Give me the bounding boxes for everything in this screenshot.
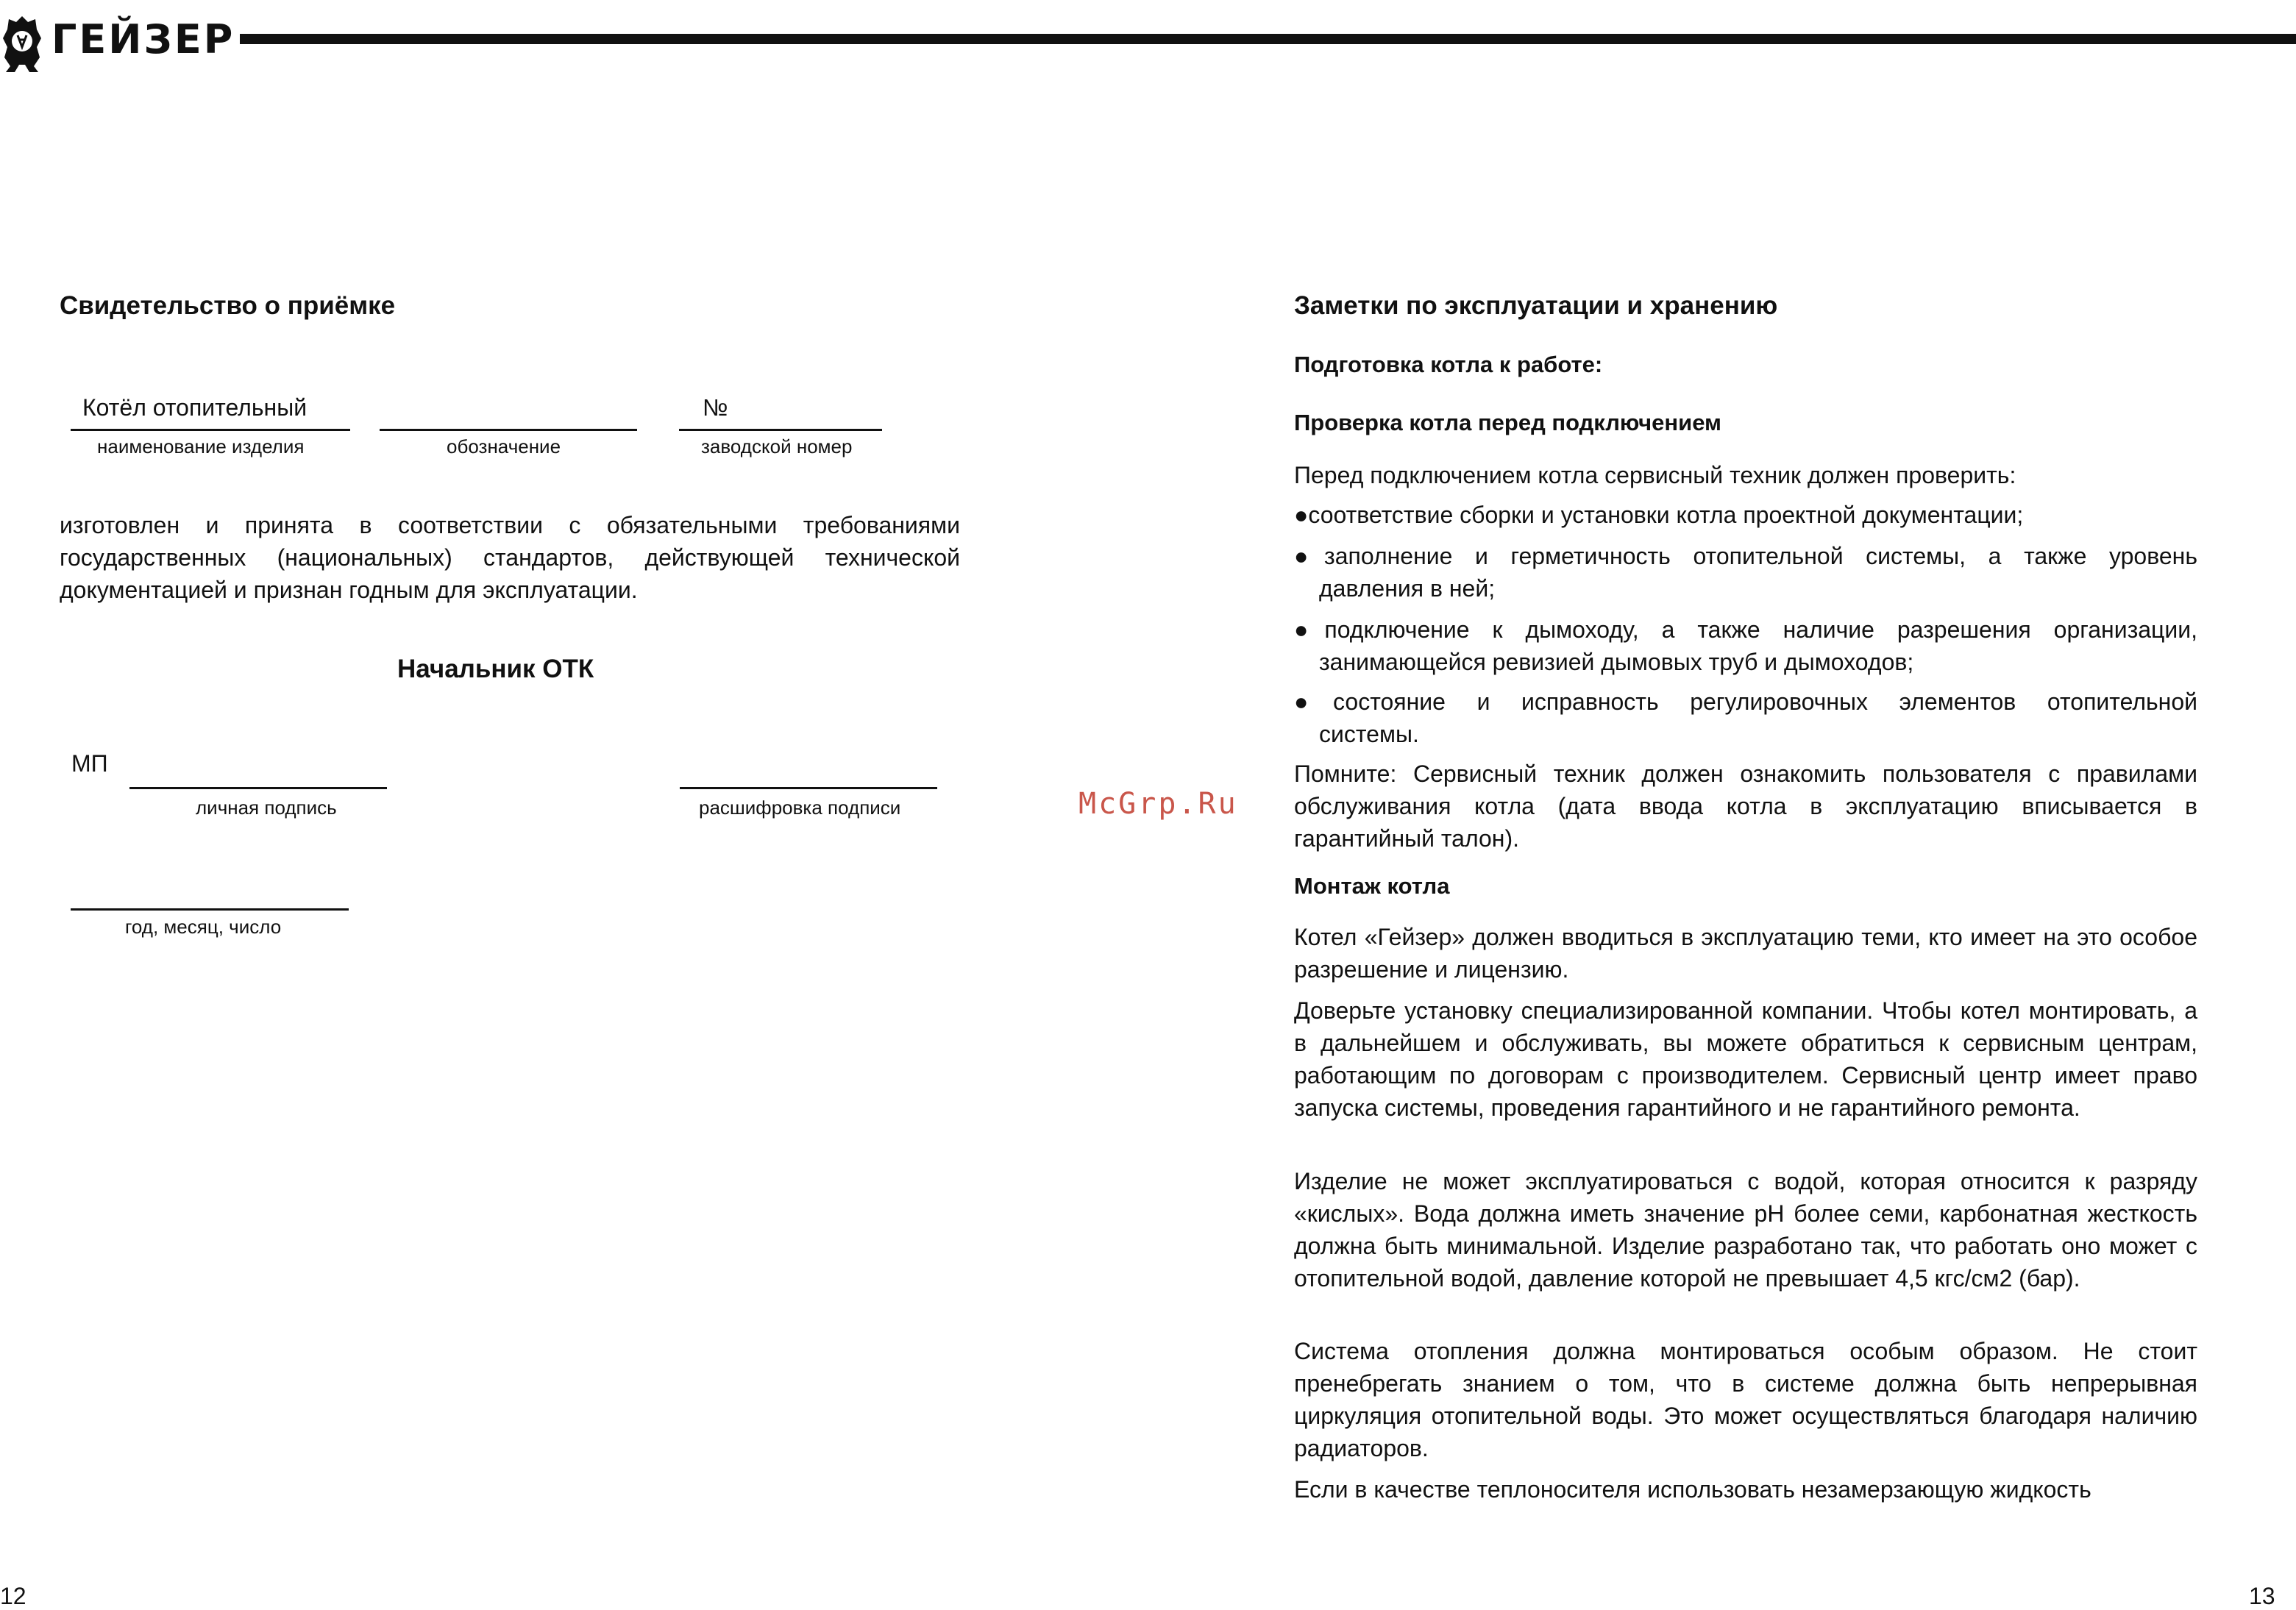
checklist-item-text: ●заполнение и герметичность отопительной системы, а также уровень bbox=[1294, 543, 2197, 569]
checklist-item bbox=[1294, 685, 2197, 750]
mounting-paragraph bbox=[1294, 994, 2197, 1124]
product-name-value: Котёл отопительный bbox=[82, 394, 308, 421]
section-subtitle-check: Проверка котла перед подключением bbox=[1294, 410, 1721, 435]
checklist-item-continuation: системы. bbox=[1319, 721, 1419, 747]
otk-head-title: Начальник ОТК bbox=[397, 655, 594, 683]
designation-label: обозначение bbox=[447, 435, 561, 457]
logo-text: ГЕЙЗЕР bbox=[51, 16, 235, 63]
section-subtitle-mounting: Монтаж котла bbox=[1294, 873, 1450, 899]
signature-transcript-line bbox=[680, 787, 937, 789]
personal-signature-label: личная подпись bbox=[196, 797, 337, 819]
checklist-item-text: ●соответствие сборки и установки котла проектной документации; bbox=[1294, 502, 2024, 528]
stamp-label: МП bbox=[71, 750, 108, 777]
check-intro-text: Перед подключением котла сервисный техник должен проверить: bbox=[1294, 462, 2016, 488]
mounting-paragraph bbox=[1294, 1335, 2197, 1464]
serial-number-sign: № bbox=[703, 394, 728, 421]
page-number-right: 13 bbox=[2249, 1583, 2275, 1609]
header-rule bbox=[240, 34, 2296, 44]
right-page-title: Заметки по эксплуатации и хранению bbox=[1294, 291, 1778, 320]
date-label: год, месяц, число bbox=[125, 916, 282, 938]
checklist-item-text: ●состояние и исправность регулировочных элементов отопительной bbox=[1294, 688, 2197, 715]
acceptance-text bbox=[60, 509, 960, 606]
left-page-title: Свидетельство о приёмке bbox=[60, 291, 396, 320]
product-name-line bbox=[71, 429, 350, 431]
acceptance-text-line: документацией и признан годным для эксплуатации. bbox=[60, 577, 638, 603]
page-number-left: 12 bbox=[0, 1583, 26, 1609]
mounting-paragraph bbox=[1294, 921, 2197, 986]
acceptance-text-line: государственных (национальных) стандартов, действующей технической bbox=[60, 544, 960, 571]
mounting-paragraph bbox=[1294, 1473, 2197, 1506]
paragraph-text: Если в качестве теплоносителя использовать незамерзающую жидкость bbox=[1294, 1476, 2091, 1503]
checklist-item bbox=[1294, 499, 2197, 531]
checklist-item-text: ●подключение к дымоходу, а также наличие разрешения организации, bbox=[1294, 616, 2197, 643]
checklist-item-continuation: давления в ней; bbox=[1319, 575, 1496, 602]
reminder-text: Помните: Сервисный техник должен ознакомить пользователя с правилами обслуживания котла (дата ввода котла в эксплуатацию вписывается в гарантийный талон). bbox=[1294, 761, 2197, 852]
paragraph-text: Система отопления должна монтироваться особым образом. Не стоит пренебрегать знанием о том, что в системе должна быть непрерывная циркуляция отопительной воды. Это может осуществляться благодаря наличию радиаторов. bbox=[1294, 1338, 2197, 1461]
paragraph-text: Котел «Гейзер» должен вводиться в эксплуатацию теми, кто имеет на это особое разрешение и лицензию. bbox=[1294, 924, 2197, 983]
brand-logo bbox=[0, 13, 235, 72]
checklist-item bbox=[1294, 613, 2197, 678]
date-line bbox=[71, 908, 349, 911]
checklist-item-continuation: занимающейся ревизией дымовых труб и дымоходов; bbox=[1319, 649, 1914, 675]
serial-number-line bbox=[679, 429, 882, 431]
acceptance-text-line: изготовлен и принята в соответствии с обязательными требованиями bbox=[60, 512, 960, 538]
watermark-text: McGrp.Ru bbox=[1078, 787, 1238, 821]
signature-transcript-label: расшифровка подписи bbox=[699, 797, 901, 819]
paragraph-text: Изделие не может эксплуатироваться с водой, которая относится к разряду «кислых». Вода должна иметь значение pH более семи, карбонатная жесткость должна быть минимальной. Изделие разработано так, что работать оно может с отопительной водой, давление которой не превышает 4,5 кгс/см2 (бар). bbox=[1294, 1168, 2197, 1292]
designation-line bbox=[380, 429, 637, 431]
geyser-emblem-icon bbox=[0, 13, 44, 72]
mounting-paragraph bbox=[1294, 1165, 2197, 1294]
personal-signature-line bbox=[129, 787, 387, 789]
product-name-label: наименование изделия bbox=[97, 435, 305, 457]
reminder-paragraph bbox=[1294, 758, 2197, 855]
section-subtitle-preparation: Подготовка котла к работе: bbox=[1294, 352, 1603, 377]
paragraph-text: Доверьте установку специализированной компании. Чтобы котел монтировать, а в дальнейшем и обслуживать, вы можете обратиться к сервисным центрам, работающим по договорам с производителем. Сервисный центр имеет право запуска системы, проведения гарантийного и не гарантийного ремонта. bbox=[1294, 997, 2197, 1121]
checklist-item bbox=[1294, 540, 2197, 605]
serial-number-label: заводской номер bbox=[701, 435, 853, 457]
